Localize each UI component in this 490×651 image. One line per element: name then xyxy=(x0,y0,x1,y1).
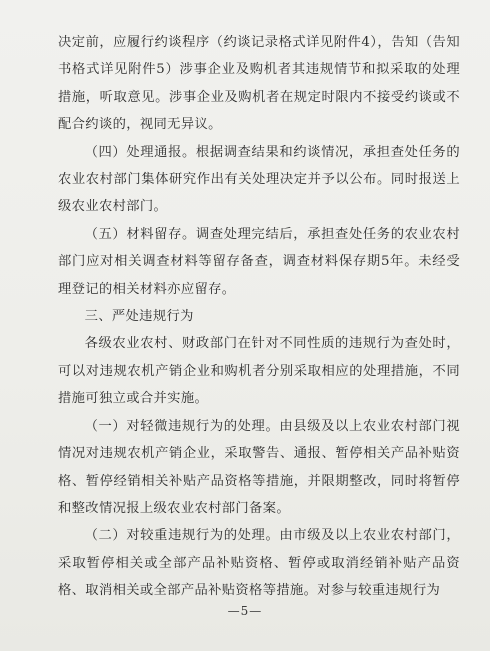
paragraph-minor-violations: （一）对轻微违规行为的处理。由县级及以上农业农村部门视情况对违规农机产销企业，采取警告、通报、暂停相关产品补贴资格、暂停经销相关补贴产品资格等措施，并限期整改，同时将暂停和整改情况报上级农业农村部门备案。 xyxy=(58,418,460,516)
paragraph-serious-violations: （二）对较重违规行为的处理。由市级及以上农业农村部门，采取暂停相关或全部产品补贴资格、暂停或取消经销补贴产品资格、取消相关或全部产品补贴资格等措施。对参与较重违规行为 xyxy=(58,528,460,599)
paragraph-section-4-notification: （四）处理通报。根据调查结果和约谈情况，承担查处任务的农业农村部门集体研究作出有关处理决定并予以公布。同时报送上级农业农村部门。 xyxy=(58,144,460,215)
paragraph-section-5-material-retention: （五）材料留存。调查处理完结后，承担查处任务的农业农村部门应对相关调查材料等留存备查，调查材料保存期5年。未经受理登记的相关材料亦应留存。 xyxy=(58,226,460,297)
paragraph-continuation: 决定前，应履行约谈程序（约谈记录格式详见附件4），告知（告知书格式详见附件5）涉事企业及购机者其违规情节和拟采取的处理措施，听取意见。涉事企业及购机者在规定时限内不接受约谈或不配合约谈的，视同无异议。 xyxy=(58,35,460,133)
document-body xyxy=(58,29,460,605)
section-heading: 三、严处违规行为 xyxy=(84,309,194,325)
paragraph-intro: 各级农业农村、财政部门在针对不同性质的违规行为查处时，可以对违规农机产销企业和购机者分别采取相应的处理措施，不同措施可独立或合并实施。 xyxy=(58,336,460,407)
page-number: —5— xyxy=(227,604,263,618)
